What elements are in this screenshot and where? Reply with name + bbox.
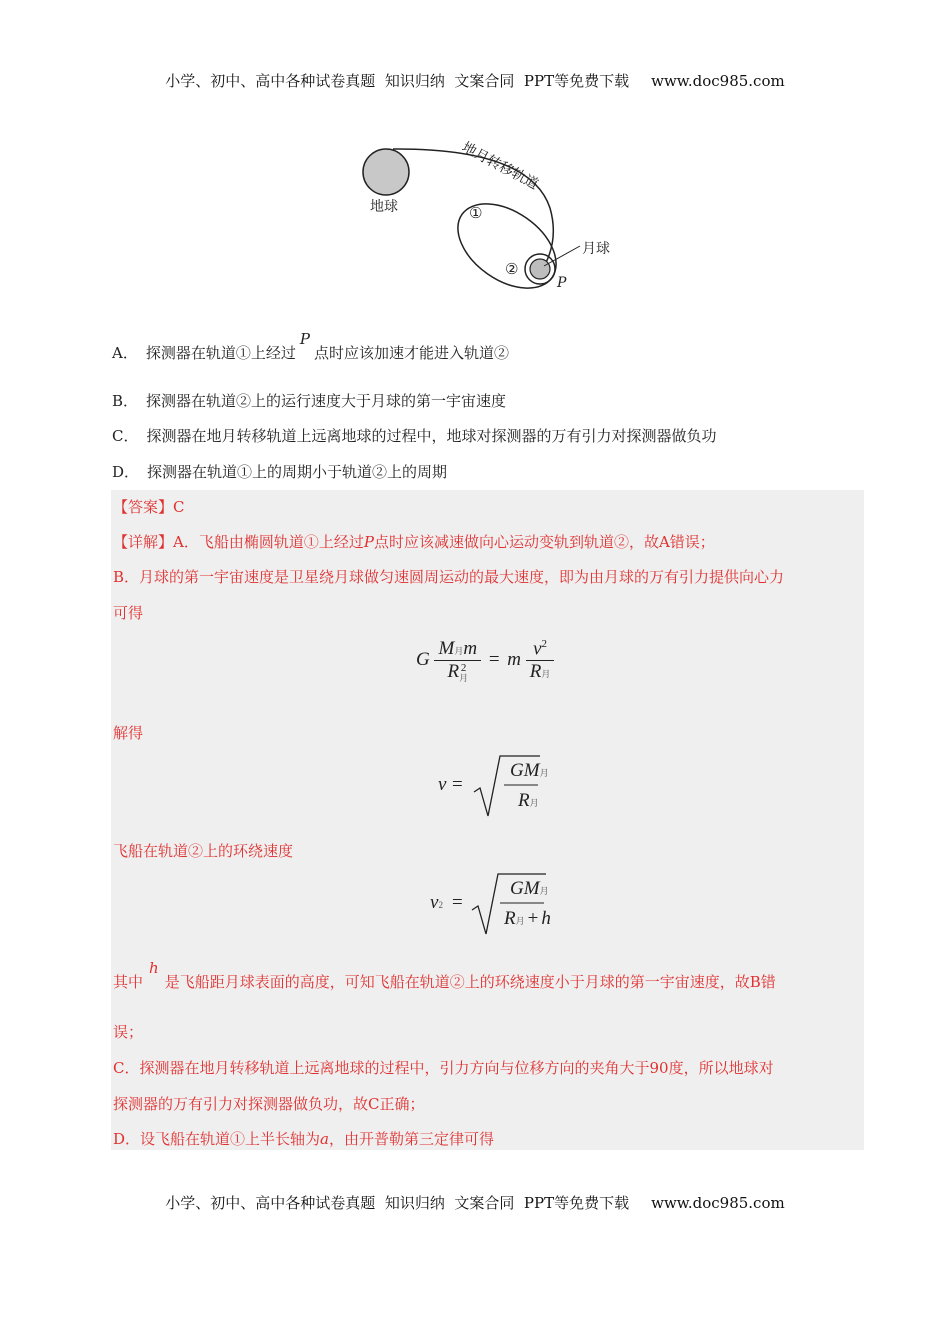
option-a-letter: A．	[112, 344, 138, 362]
orbit-1-label: ①	[469, 204, 483, 222]
eq3-M-sub: 月	[539, 886, 549, 896]
h-line-cont: 误；	[113, 1023, 144, 1041]
eq3-M: M	[523, 878, 540, 899]
solution-block	[111, 490, 864, 1150]
detail-line-c1: C．探测器在地月转移轨道上远离地球的过程中，引力方向与位移方向的夹角大于90度，所以地球对	[113, 1059, 774, 1077]
page-header	[0, 70, 950, 91]
equation-v2	[430, 870, 550, 940]
eq1-R-right: R	[529, 661, 542, 683]
detail-a-var: P	[363, 533, 374, 551]
h-line-text-2: 是飞船距月球表面的高度，可知飞船在轨道②上的环绕速度小于月球的第一宇宙速度，故B错	[164, 973, 776, 991]
detail-line-c2: 探测器的万有引力对探测器做负功，故C正确；	[113, 1095, 425, 1113]
eq1-m-right: m	[507, 649, 522, 671]
eq3-v-sub: 2	[438, 900, 443, 910]
eq1-M-sub: 月	[454, 646, 464, 657]
earth-circle	[363, 149, 409, 195]
eq1-M: M	[438, 638, 455, 660]
option-d	[112, 461, 447, 482]
eq1-m: m	[463, 638, 478, 660]
eq3-plus: +	[527, 908, 539, 929]
eq3-v: v	[430, 892, 439, 913]
option-b-letter: B．	[112, 392, 139, 410]
detail-line-b2: 可得	[113, 604, 144, 622]
eq3-equals: =	[452, 892, 463, 913]
detail-line-b1: B．月球的第一宇宙速度是卫星绕月球做匀速圆周运动的最大速度，即为由月球的万有引力提供向心力	[113, 568, 785, 586]
eq1-left-fraction	[434, 638, 481, 683]
option-a-var: P	[299, 330, 310, 348]
orbit-figure	[355, 128, 615, 298]
eq1-R-right-sub: 月	[541, 669, 551, 680]
header-site: www.doc985.com	[651, 72, 785, 90]
eq1-v-power: 2	[541, 638, 548, 650]
option-c-text: 探测器在地月转移轨道上远离地球的过程中，地球对探测器的万有引力对探测器做负功	[146, 427, 717, 445]
point-p-label: P	[557, 275, 567, 291]
earth-label: 地球	[370, 199, 398, 215]
detail-a-text-1: A．飞船由椭圆轨道①上经过	[173, 533, 364, 551]
eq3-denominator	[504, 908, 551, 930]
eq2-v: v	[438, 774, 447, 795]
footer-text: 小学、初中、高中各种试卷真题 知识归纳 文案合同 PPT等免费下载	[165, 1194, 630, 1212]
eq3-h: h	[541, 908, 551, 929]
orbit2-speed-line: 飞船在轨道②上的环绕速度	[113, 842, 294, 860]
option-a-text-2: 点时应该加速才能进入轨道②	[313, 344, 509, 362]
option-d-letter: D．	[112, 463, 140, 481]
h-line	[113, 959, 776, 992]
eq2-R: R	[518, 790, 530, 811]
option-a	[112, 330, 509, 363]
orbit-2-label: ②	[505, 260, 519, 278]
eq3-R: R	[504, 908, 516, 929]
header-text: 小学、初中、高中各种试卷真题 知识归纳 文案合同 PPT等免费下载	[165, 72, 630, 90]
eq2-denominator	[518, 790, 539, 812]
eq2-equals: =	[452, 774, 463, 795]
detail-a-text-2: 点时应该减速做向心运动变轨到轨道②，故A错误；	[373, 533, 715, 551]
option-c-letter: C．	[112, 427, 139, 445]
option-a-text-1: 探测器在轨道①上经过	[145, 344, 296, 362]
h-line-var: h	[149, 959, 159, 977]
h-line-text-1: 其中	[113, 973, 144, 991]
footer-site: www.doc985.com	[651, 1194, 785, 1212]
eq1-equals: =	[488, 649, 500, 671]
detail-d-text-1: D．设飞船在轨道①上半长轴为	[113, 1130, 321, 1148]
detail-tag: 【详解】	[113, 533, 174, 551]
eq1-R-sub: 月	[459, 672, 469, 683]
eq1-G: G	[416, 649, 430, 671]
page-footer	[0, 1192, 950, 1213]
eq1-R: R	[447, 661, 460, 683]
eq1-v: v	[533, 638, 542, 660]
eq2-M: M	[523, 760, 540, 781]
eq3-numerator	[510, 878, 549, 900]
answer-line: 【答案】C	[113, 498, 185, 516]
solve-line: 解得	[113, 724, 144, 742]
detail-d-text-2: ，由开普勒第三定律可得	[328, 1130, 494, 1148]
option-d-text: 探测器在轨道①上的周期小于轨道②上的周期	[147, 463, 448, 481]
moon-circle	[530, 259, 550, 279]
option-b	[112, 390, 506, 411]
option-b-text: 探测器在轨道②上的运行速度大于月球的第一宇宙速度	[146, 392, 507, 410]
eq1-right-fraction	[526, 638, 555, 683]
transfer-orbit-label: 地月转移轨道	[459, 139, 541, 193]
moon-label: 月球	[582, 241, 610, 257]
detail-line-d	[113, 1128, 494, 1149]
eq2-G: G	[510, 760, 524, 781]
equation-gravity	[416, 638, 554, 683]
eq3-G: G	[510, 878, 524, 899]
eq2-numerator	[510, 760, 549, 782]
detail-line-a	[113, 531, 715, 552]
eq1-R-power: 2	[460, 661, 467, 674]
detail-d-var: a	[320, 1130, 329, 1148]
eq3-R-sub: 月	[515, 916, 525, 926]
option-c	[112, 425, 717, 446]
eq2-M-sub: 月	[539, 768, 549, 778]
eq2-R-sub: 月	[529, 798, 539, 808]
